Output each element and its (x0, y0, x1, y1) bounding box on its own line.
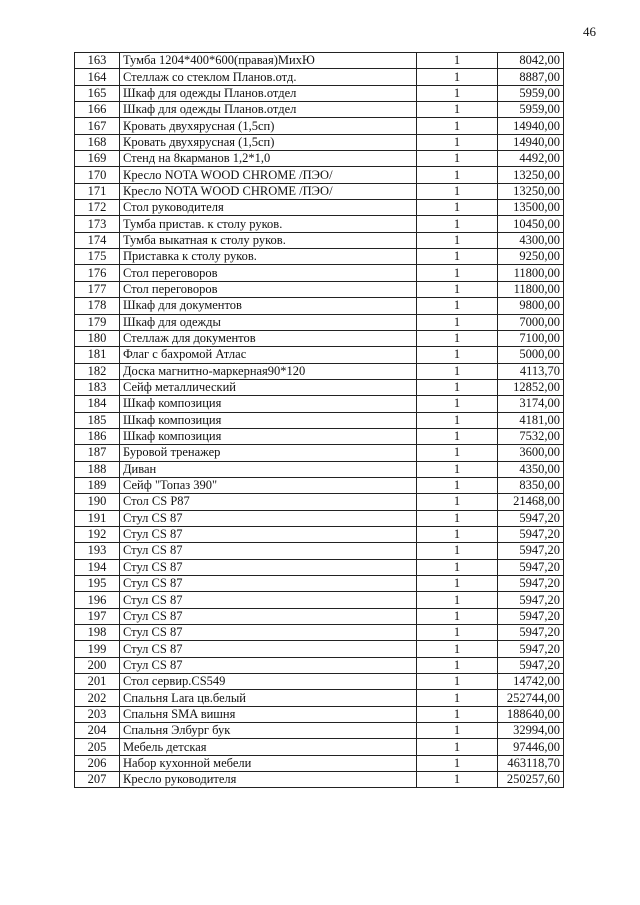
table-row (75, 363, 564, 379)
quantity-cell: 1 (417, 347, 498, 363)
quantity-cell: 1 (417, 200, 498, 216)
row-number-cell: 201 (75, 674, 120, 690)
item-name-cell: Стол сервир.CS549 (120, 674, 417, 690)
price-cell: 14940,00 (498, 134, 564, 150)
price-cell: 10450,00 (498, 216, 564, 232)
row-number-cell: 198 (75, 625, 120, 641)
table-row (75, 396, 564, 412)
item-name-cell: Кровать двухярусная (1,5сп) (120, 118, 417, 134)
quantity-cell: 1 (417, 183, 498, 199)
price-cell: 3174,00 (498, 396, 564, 412)
quantity-cell: 1 (417, 363, 498, 379)
quantity-cell: 1 (417, 608, 498, 624)
price-cell: 4300,00 (498, 232, 564, 248)
item-name-cell: Стеллаж для документов (120, 330, 417, 346)
price-cell: 5959,00 (498, 102, 564, 118)
quantity-cell: 1 (417, 281, 498, 297)
quantity-cell: 1 (417, 477, 498, 493)
price-cell: 32994,00 (498, 723, 564, 739)
row-number-cell: 205 (75, 739, 120, 755)
item-name-cell: Флаг с бахромой Атлас (120, 347, 417, 363)
item-name-cell: Стол переговоров (120, 281, 417, 297)
quantity-cell: 1 (417, 134, 498, 150)
row-number-cell: 165 (75, 85, 120, 101)
item-name-cell: Шкаф композиция (120, 396, 417, 412)
price-cell: 5947,20 (498, 641, 564, 657)
row-number-cell: 192 (75, 526, 120, 542)
price-cell: 8350,00 (498, 477, 564, 493)
table-row (75, 559, 564, 575)
price-cell: 5947,20 (498, 625, 564, 641)
price-cell: 5947,20 (498, 608, 564, 624)
price-cell: 4350,00 (498, 461, 564, 477)
item-name-cell: Тумба выкатная к столу руков. (120, 232, 417, 248)
table-row (75, 379, 564, 395)
row-number-cell: 191 (75, 510, 120, 526)
table-row (75, 330, 564, 346)
table-row (75, 625, 564, 641)
item-name-cell: Стеллаж со стеклом Планов.отд. (120, 69, 417, 85)
row-number-cell: 168 (75, 134, 120, 150)
quantity-cell: 1 (417, 657, 498, 673)
quantity-cell: 1 (417, 102, 498, 118)
table-row (75, 216, 564, 232)
item-name-cell: Шкаф для документов (120, 298, 417, 314)
quantity-cell: 1 (417, 576, 498, 592)
row-number-cell: 176 (75, 265, 120, 281)
table-row (75, 314, 564, 330)
item-name-cell: Шкаф композиция (120, 428, 417, 444)
price-cell: 4492,00 (498, 151, 564, 167)
price-cell: 21468,00 (498, 494, 564, 510)
quantity-cell: 1 (417, 526, 498, 542)
row-number-cell: 171 (75, 183, 120, 199)
quantity-cell: 1 (417, 118, 498, 134)
table-row (75, 543, 564, 559)
table-row (75, 347, 564, 363)
row-number-cell: 164 (75, 69, 120, 85)
table-row (75, 200, 564, 216)
price-cell: 11800,00 (498, 265, 564, 281)
quantity-cell: 1 (417, 314, 498, 330)
table-row (75, 85, 564, 101)
table-row (75, 102, 564, 118)
item-name-cell: Стенд на 8карманов 1,2*1,0 (120, 151, 417, 167)
price-cell: 8042,00 (498, 53, 564, 69)
price-cell: 5947,20 (498, 657, 564, 673)
quantity-cell: 1 (417, 53, 498, 69)
table-row (75, 183, 564, 199)
item-name-cell: Стол CS P87 (120, 494, 417, 510)
item-name-cell: Мебель детская (120, 739, 417, 755)
table-row (75, 608, 564, 624)
row-number-cell: 181 (75, 347, 120, 363)
table-row (75, 641, 564, 657)
quantity-cell: 1 (417, 739, 498, 755)
table-row (75, 281, 564, 297)
item-name-cell: Сейф металлический (120, 379, 417, 395)
row-number-cell: 187 (75, 445, 120, 461)
quantity-cell: 1 (417, 232, 498, 248)
quantity-cell: 1 (417, 755, 498, 771)
quantity-cell: 1 (417, 625, 498, 641)
row-number-cell: 169 (75, 151, 120, 167)
price-cell: 5000,00 (498, 347, 564, 363)
quantity-cell: 1 (417, 559, 498, 575)
item-name-cell: Стул CS 87 (120, 576, 417, 592)
row-number-cell: 182 (75, 363, 120, 379)
quantity-cell: 1 (417, 69, 498, 85)
quantity-cell: 1 (417, 706, 498, 722)
row-number-cell: 202 (75, 690, 120, 706)
row-number-cell: 199 (75, 641, 120, 657)
row-number-cell: 174 (75, 232, 120, 248)
table-row (75, 755, 564, 771)
price-cell: 252744,00 (498, 690, 564, 706)
table-row (75, 576, 564, 592)
row-number-cell: 184 (75, 396, 120, 412)
row-number-cell: 178 (75, 298, 120, 314)
item-name-cell: Приставка к столу руков. (120, 249, 417, 265)
table-row (75, 69, 564, 85)
table-row (75, 445, 564, 461)
table-row (75, 510, 564, 526)
price-cell: 13250,00 (498, 167, 564, 183)
row-number-cell: 197 (75, 608, 120, 624)
item-name-cell: Стул CS 87 (120, 526, 417, 542)
item-name-cell: Стул CS 87 (120, 657, 417, 673)
quantity-cell: 1 (417, 249, 498, 265)
item-name-cell: Буровой тренажер (120, 445, 417, 461)
item-name-cell: Стул CS 87 (120, 641, 417, 657)
item-name-cell: Тумба 1204*400*600(правая)МихЮ (120, 53, 417, 69)
table-row (75, 249, 564, 265)
item-name-cell: Стол руководителя (120, 200, 417, 216)
table-row (75, 772, 564, 788)
quantity-cell: 1 (417, 412, 498, 428)
table-row (75, 461, 564, 477)
quantity-cell: 1 (417, 216, 498, 232)
row-number-cell: 193 (75, 543, 120, 559)
item-name-cell: Кровать двухярусная (1,5сп) (120, 134, 417, 150)
item-name-cell: Стул CS 87 (120, 592, 417, 608)
quantity-cell: 1 (417, 510, 498, 526)
price-cell: 7100,00 (498, 330, 564, 346)
price-cell: 5959,00 (498, 85, 564, 101)
price-cell: 5947,20 (498, 576, 564, 592)
quantity-cell: 1 (417, 690, 498, 706)
table-row (75, 53, 564, 69)
item-name-cell: Набор кухонной мебели (120, 755, 417, 771)
price-cell: 9800,00 (498, 298, 564, 314)
quantity-cell: 1 (417, 298, 498, 314)
price-cell: 5947,20 (498, 510, 564, 526)
quantity-cell: 1 (417, 641, 498, 657)
row-number-cell: 204 (75, 723, 120, 739)
price-cell: 5947,20 (498, 543, 564, 559)
row-number-cell: 189 (75, 477, 120, 493)
price-cell: 5947,20 (498, 559, 564, 575)
row-number-cell: 185 (75, 412, 120, 428)
row-number-cell: 206 (75, 755, 120, 771)
table-row (75, 134, 564, 150)
row-number-cell: 195 (75, 576, 120, 592)
table-row (75, 265, 564, 281)
quantity-cell: 1 (417, 543, 498, 559)
inventory-table (74, 52, 564, 788)
row-number-cell: 186 (75, 428, 120, 444)
item-name-cell: Стул CS 87 (120, 543, 417, 559)
quantity-cell: 1 (417, 723, 498, 739)
quantity-cell: 1 (417, 265, 498, 281)
item-name-cell: Сейф "Топаз 390" (120, 477, 417, 493)
table-row (75, 477, 564, 493)
quantity-cell: 1 (417, 330, 498, 346)
item-name-cell: Тумба пристав. к столу руков. (120, 216, 417, 232)
quantity-cell: 1 (417, 772, 498, 788)
table-row (75, 298, 564, 314)
item-name-cell: Доска магнитно-маркерная90*120 (120, 363, 417, 379)
table-row (75, 657, 564, 673)
table-row (75, 494, 564, 510)
table-row (75, 690, 564, 706)
item-name-cell: Стул CS 87 (120, 510, 417, 526)
quantity-cell: 1 (417, 167, 498, 183)
quantity-cell: 1 (417, 674, 498, 690)
row-number-cell: 166 (75, 102, 120, 118)
table-row (75, 674, 564, 690)
row-number-cell: 203 (75, 706, 120, 722)
price-cell: 14742,00 (498, 674, 564, 690)
table-row (75, 706, 564, 722)
item-name-cell: Шкаф для одежды Планов.отдел (120, 85, 417, 101)
item-name-cell: Стул CS 87 (120, 625, 417, 641)
row-number-cell: 175 (75, 249, 120, 265)
row-number-cell: 170 (75, 167, 120, 183)
table-row (75, 592, 564, 608)
price-cell: 5947,20 (498, 592, 564, 608)
price-cell: 13500,00 (498, 200, 564, 216)
table-row (75, 428, 564, 444)
price-cell: 188640,00 (498, 706, 564, 722)
row-number-cell: 172 (75, 200, 120, 216)
price-cell: 250257,60 (498, 772, 564, 788)
quantity-cell: 1 (417, 461, 498, 477)
quantity-cell: 1 (417, 396, 498, 412)
row-number-cell: 179 (75, 314, 120, 330)
item-name-cell: Шкаф композиция (120, 412, 417, 428)
item-name-cell: Шкаф для одежды (120, 314, 417, 330)
row-number-cell: 194 (75, 559, 120, 575)
quantity-cell: 1 (417, 85, 498, 101)
item-name-cell: Спальня SMA вишня (120, 706, 417, 722)
table-row (75, 167, 564, 183)
item-name-cell: Спальня Lara цв.белый (120, 690, 417, 706)
row-number-cell: 177 (75, 281, 120, 297)
price-cell: 12852,00 (498, 379, 564, 395)
quantity-cell: 1 (417, 379, 498, 395)
row-number-cell: 190 (75, 494, 120, 510)
table-row (75, 526, 564, 542)
row-number-cell: 207 (75, 772, 120, 788)
row-number-cell: 183 (75, 379, 120, 395)
quantity-cell: 1 (417, 494, 498, 510)
price-cell: 7000,00 (498, 314, 564, 330)
row-number-cell: 200 (75, 657, 120, 673)
price-cell: 11800,00 (498, 281, 564, 297)
price-cell: 5947,20 (498, 526, 564, 542)
price-cell: 4181,00 (498, 412, 564, 428)
quantity-cell: 1 (417, 592, 498, 608)
item-name-cell: Кресло руководителя (120, 772, 417, 788)
table-row (75, 723, 564, 739)
quantity-cell: 1 (417, 151, 498, 167)
item-name-cell: Кресло NOTA WOOD CHROME /ПЭО/ (120, 183, 417, 199)
page-number: 46 (583, 24, 596, 39)
price-cell: 4113,70 (498, 363, 564, 379)
price-cell: 13250,00 (498, 183, 564, 199)
item-name-cell: Диван (120, 461, 417, 477)
price-cell: 14940,00 (498, 118, 564, 134)
quantity-cell: 1 (417, 428, 498, 444)
price-cell: 7532,00 (498, 428, 564, 444)
item-name-cell: Спальня Элбург бук (120, 723, 417, 739)
price-cell: 8887,00 (498, 69, 564, 85)
price-cell: 97446,00 (498, 739, 564, 755)
quantity-cell: 1 (417, 445, 498, 461)
table-row (75, 232, 564, 248)
price-cell: 463118,70 (498, 755, 564, 771)
row-number-cell: 196 (75, 592, 120, 608)
table-row (75, 412, 564, 428)
item-name-cell: Стул CS 87 (120, 559, 417, 575)
price-cell: 3600,00 (498, 445, 564, 461)
row-number-cell: 173 (75, 216, 120, 232)
table-row (75, 151, 564, 167)
row-number-cell: 188 (75, 461, 120, 477)
item-name-cell: Стул CS 87 (120, 608, 417, 624)
table-row (75, 118, 564, 134)
price-cell: 9250,00 (498, 249, 564, 265)
row-number-cell: 167 (75, 118, 120, 134)
inventory-table-body (75, 53, 564, 788)
item-name-cell: Стол переговоров (120, 265, 417, 281)
row-number-cell: 180 (75, 330, 120, 346)
row-number-cell: 163 (75, 53, 120, 69)
table-row (75, 739, 564, 755)
item-name-cell: Кресло NOTA WOOD CHROME /ПЭО/ (120, 167, 417, 183)
item-name-cell: Шкаф для одежды Планов.отдел (120, 102, 417, 118)
